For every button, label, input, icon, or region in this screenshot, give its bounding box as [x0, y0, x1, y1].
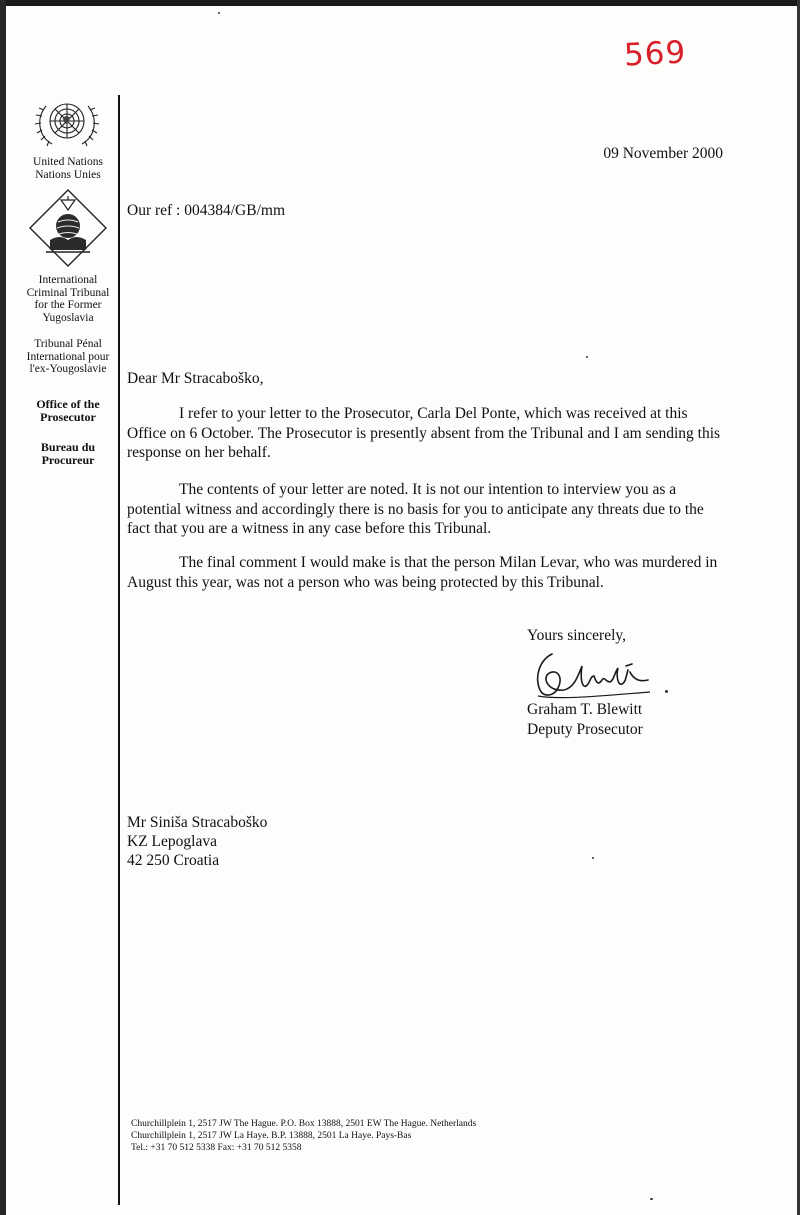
body-paragraph: [127, 553, 727, 592]
office-fr-line: Bureau du: [40, 440, 96, 454]
address-line: Mr Siniša Stracaboško: [127, 814, 268, 831]
footer-line: Churchillplein 1, 2517 JW The Hague. P.O. Box 13888, 2501 EW The Hague. Netherlands: [131, 1119, 477, 1129]
salutation: Dear Mr Stracaboško,: [127, 370, 264, 387]
office-name-fr: [20, 441, 116, 467]
un-name-en: United Nations: [33, 156, 103, 168]
scan-speck: [218, 12, 220, 14]
footer-contact: [131, 1118, 476, 1154]
paragraph-text: The contents of your letter are noted. It is not our intention to interview you as a potential witness and accordingly there is no basis for you to anticipate any threats due to the fact that you are a witness in any case before this Tribunal.: [127, 481, 704, 537]
office-name-en: [20, 398, 116, 424]
paragraph-text: I refer to your letter to the Prosecutor, Carla Del Ponte, which was received at this Office on 6 October. The Prosecutor is presently absent from the Tribunal and I am sending this response on her behalf.: [127, 405, 721, 461]
recipient-address: [127, 813, 267, 870]
handwritten-page-number: 569: [623, 34, 688, 74]
un-emblem-icon: [32, 94, 102, 157]
tribunal-en-line: Criminal Tribunal: [26, 286, 110, 299]
body-paragraph: [127, 480, 727, 539]
address-line: 42 250 Croatia: [127, 852, 220, 869]
office-en-line: Office of the: [36, 397, 100, 411]
letterhead-divider: [118, 95, 120, 1205]
body-paragraph: [127, 404, 727, 463]
tribunal-fr-line: Tribunal Pénal: [34, 338, 102, 350]
icty-logo-icon: [28, 188, 108, 273]
address-line: KZ Lepoglava: [127, 833, 217, 850]
signer-title: Deputy Prosecutor: [527, 721, 643, 738]
office-en-line: Prosecutor: [40, 410, 96, 424]
tribunal-name-en: [20, 274, 116, 324]
scan-edge-left: [0, 0, 6, 1215]
tribunal-en-line: for the Former: [34, 299, 102, 311]
un-name-fr: Nations Unies: [35, 169, 101, 181]
footer-line: Churchillplein 1, 2517 JW La Haye. B.P. 13888, 2501 La Haye. Pays-Bas: [131, 1131, 412, 1141]
scan-edge-top: [0, 0, 800, 6]
office-fr-line: Procureur: [41, 453, 95, 467]
signer-name: Graham T. Blewitt: [527, 701, 643, 718]
tribunal-en-line: Yugoslavia: [42, 311, 94, 324]
closing: Yours sincerely,: [527, 627, 627, 644]
scan-speck: [665, 690, 668, 693]
paragraph-text: The final comment I would make is that the person Milan Levar, who was murdered in August this year, was not a person who was being protected by this Tribunal.: [127, 554, 718, 591]
letter-date: 09 November 2000: [603, 145, 723, 162]
scan-speck: [650, 1198, 653, 1200]
tribunal-fr-line: International pour: [26, 350, 110, 363]
scan-speck: [592, 857, 594, 859]
scan-speck: [586, 356, 588, 358]
tribunal-en-line: International: [38, 274, 98, 286]
tribunal-name-fr: [20, 338, 116, 376]
tribunal-fr-line: l'ex-Yougoslavie: [29, 363, 107, 375]
un-name-block: [20, 156, 116, 182]
footer-line: Tel.: +31 70 512 5338 Fax: +31 70 512 5358: [131, 1143, 302, 1153]
reference-number: Our ref : 004384/GB/mm: [127, 202, 285, 219]
